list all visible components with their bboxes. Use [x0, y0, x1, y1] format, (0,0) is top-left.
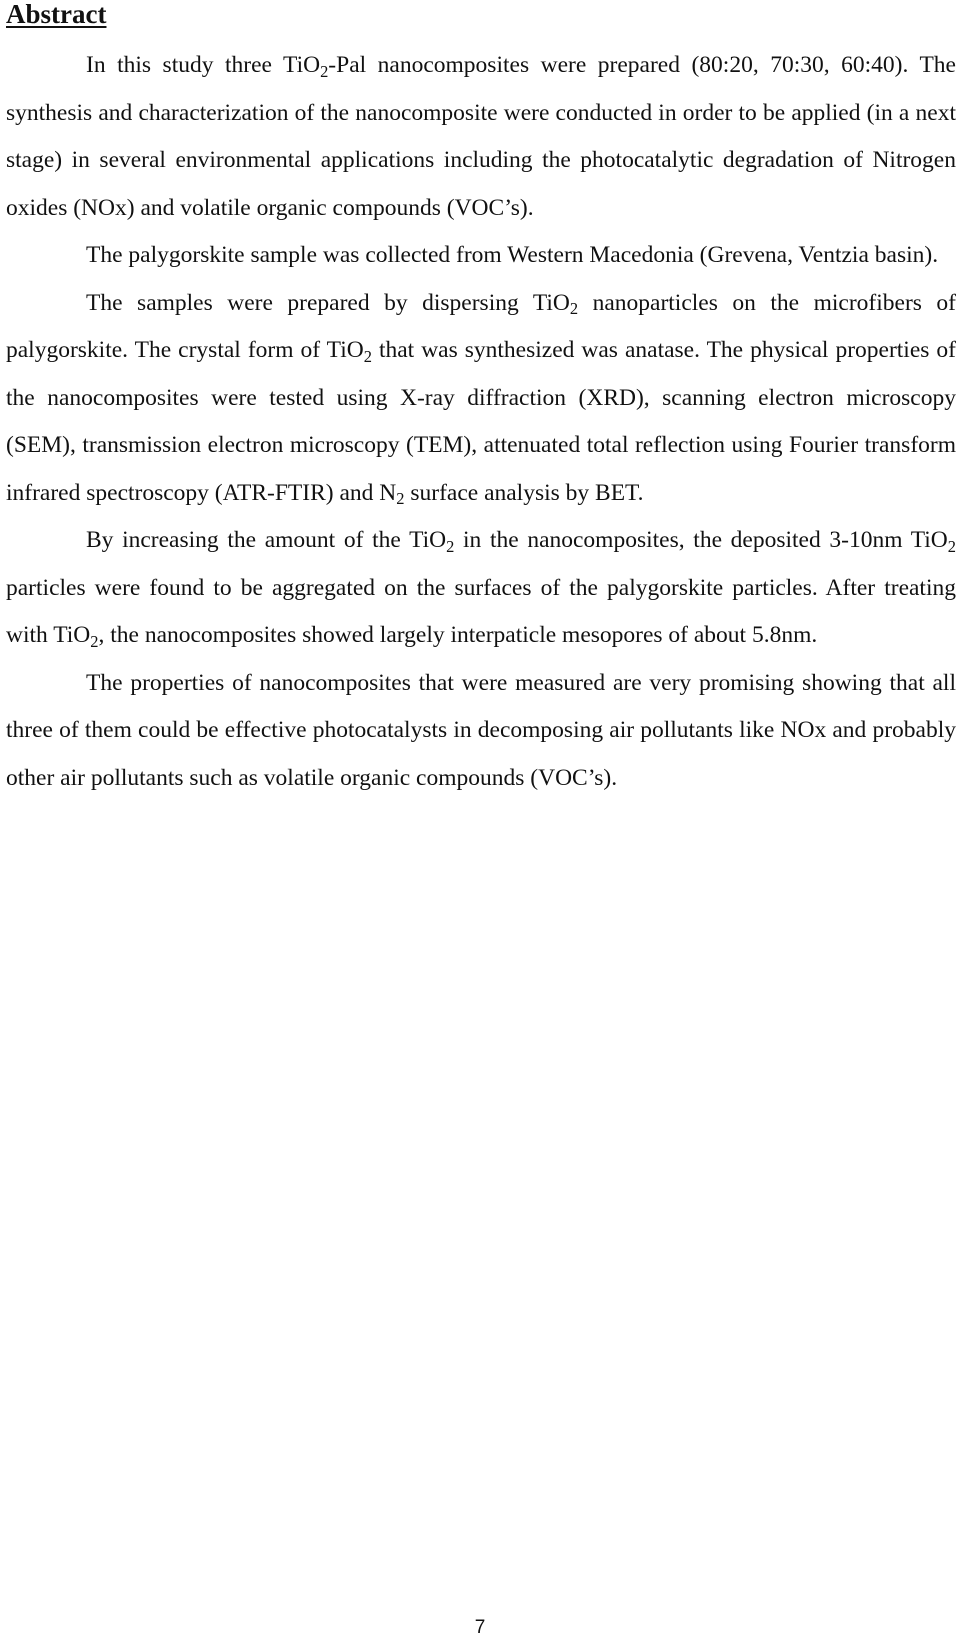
document-page — [6, 0, 956, 1643]
text-run: that was synthesized was anatase. The physical properties of the nanocomposites were tested using X-ray diffraction (XRD), scanning electron microscopy (SEM), transmission electron microscopy (TEM), attenuated total reflection using Fourier transform infrared spectroscopy (ATR-FTIR) and N — [6, 337, 956, 506]
abstract-body — [6, 42, 956, 802]
paragraph-1 — [6, 42, 956, 232]
text-run: The properties of nanocomposites that were measured are very promising showing that all three of them could be effective photocatalysts in decomposing air pollutants like NOx and probably other air pollutants such as volatile organic compounds (VOC’s). — [6, 669, 956, 791]
text-run: nanoparticles on the microfibers of palygorskite. The crystal form of TiO — [6, 289, 956, 363]
text-run: in the nanocomposites, the deposited 3-10nm TiO — [454, 527, 948, 553]
subscript: 2 — [947, 536, 956, 556]
subscript: 2 — [569, 299, 579, 319]
text-run: The samples were prepared by dispersing TiO — [86, 289, 570, 316]
text-run: surface analysis by BET. — [404, 479, 644, 506]
subscript: 2 — [363, 346, 372, 366]
text-run: The palygorskite sample was collected from Western Macedonia (Grevena, Ventzia basin). — [86, 242, 939, 268]
text-run: In this study three TiO — [86, 52, 321, 78]
subscript: 2 — [90, 631, 99, 651]
paragraph-2 — [6, 232, 956, 280]
subscript: 2 — [396, 489, 405, 509]
text-run: , the nanocomposites showed largely interpaticle mesopores of about 5.8nm. — [98, 622, 818, 648]
section-heading: Abstract — [6, 0, 107, 29]
paragraph-5 — [6, 660, 956, 803]
subscript: 2 — [446, 536, 455, 556]
page-number: 7 — [474, 1617, 486, 1638]
text-run: -Pal nanocomposites were prepared (80:20, 70:30, 60:40). The synthesis and characterization of the nanocomposite were conducted in order to be applied (in a next stage) in several environmental applications including the photocatalytic degradation of Nitrogen oxides (NOx) and volatile organic compounds (VOC’s). — [6, 52, 956, 221]
paragraph-3 — [6, 280, 956, 518]
text-run: particles were found to be aggregated on the surfaces of the palygorskite particles. After treating with TiO — [6, 574, 956, 648]
subscript: 2 — [320, 61, 329, 81]
paragraph-4 — [6, 517, 956, 660]
text-run: By increasing the amount of the TiO — [86, 527, 447, 553]
